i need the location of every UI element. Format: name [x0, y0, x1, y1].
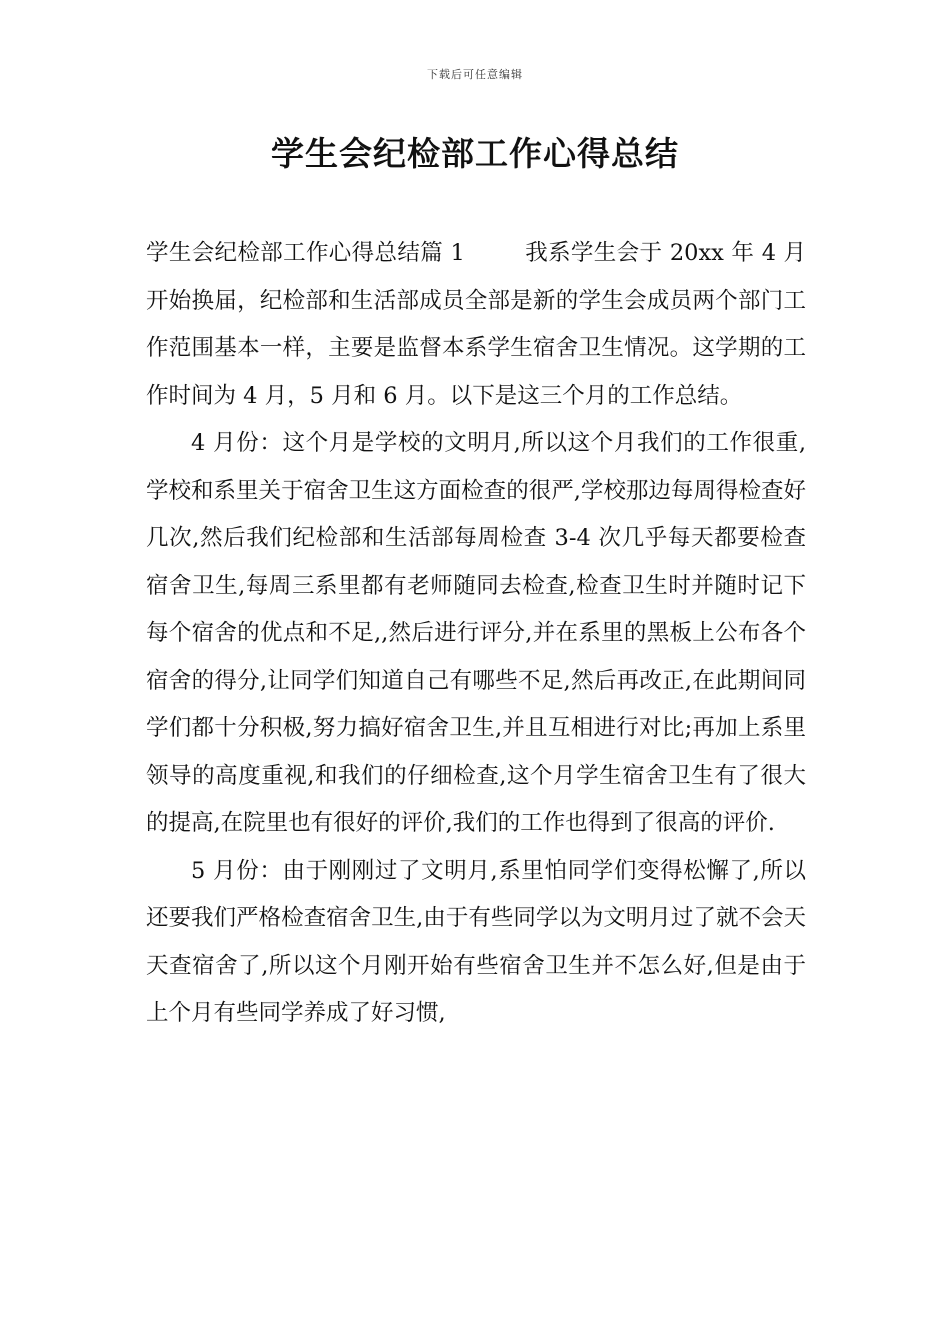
document-title: 学生会纪检部工作心得总结 [271, 134, 679, 173]
document-body [146, 230, 806, 1038]
paragraph-may: 5 月份：由于刚刚过了文明月,系里怕同学们变得松懈了,所以还要我们严格检查宿舍卫生,由于有些同学以为文明月过了就不会天天查宿舍了,所以这个月刚开始有些宿舍卫生并不怎么好,但是由于上个月有些同学养成了好习惯, [146, 857, 806, 1026]
paragraph-april: 4 月份：这个月是学校的文明月,所以这个月我们的工作很重,学校和系里关于宿舍卫生这方面检查的很严,学校那边每周得检查好几次,然后我们纪检部和生活部每周检查 3-4 次几乎每天都要检查宿舍卫生,每周三系里都有老师随同去检查,检查卫生时并随时记下每个宿舍的优点和不足,,然后进行评分,并在系里的黑板上公布各个宿舍的得分,让同学们知道自己有哪些不足,然后再改正,在此期间同学们都十分积极,努力搞好宿舍卫生,并且互相进行对比;再加上系里领导的高度重视,和我们的仔细检查,这个月学生宿舍卫生有了很大的提高,在院里也有很好的评价,我们的工作也得到了很高的评价. [146, 430, 806, 836]
paragraph-intro [146, 230, 806, 420]
header-note: 下载后可任意编辑 [427, 68, 523, 81]
section-heading: 学生会纪检部工作心得总结篇 1 [146, 240, 465, 266]
paragraph-text: 我系学生会于 20xx 年 4 月开始换届，纪检部和生活部成员全部是新的学生会成员两个部门工作范围基本一样，主要是监督本系学生宿舍卫生情况。这学期的工作时间为 4 月，5 月和 6 月。以下是这三个月的工作总结。 [146, 240, 807, 409]
